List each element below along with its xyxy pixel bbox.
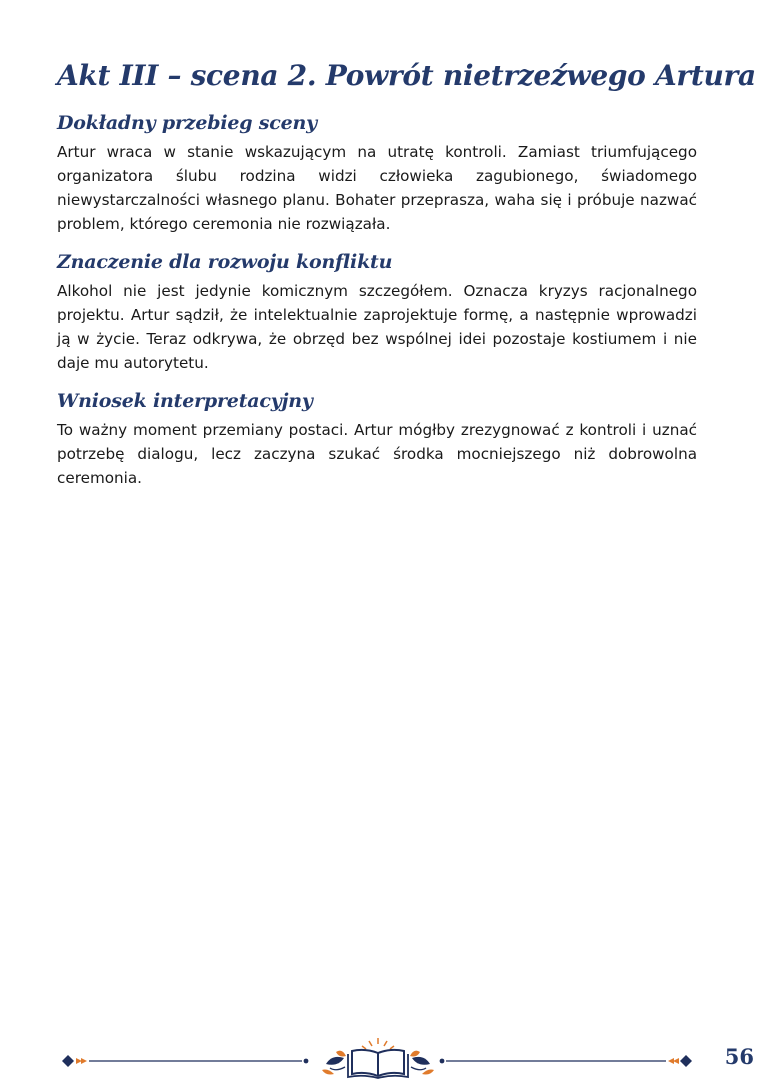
section-conflict-meaning <box>57 249 697 375</box>
open-book-icon <box>322 1038 434 1078</box>
section-heading: Dokładny przebieg sceny <box>57 112 317 134</box>
section-interpretive-conclusion <box>57 388 697 490</box>
page-number: 56 <box>724 1044 754 1069</box>
section-scene-course <box>57 110 697 236</box>
page-title: Akt III – scena 2. Powrót nietrzeźwego Artura <box>57 59 756 92</box>
section-body: Artur wraca w stanie wskazującym na utratę kontroli. Zamiast triumfującego organizatora ślubu rodzina widzi człowieka zagubionego, świadomego niewystarczalności własnego planu. Bohater przeprasza, waha się i próbuje nazwać problem, którego ceremonia nie rozwiązała. <box>57 143 697 233</box>
section-heading: Wniosek interpretacyjny <box>57 390 313 412</box>
section-heading: Znaczenie dla rozwoju konfliktu <box>57 251 393 273</box>
diamond-arrow-icon <box>62 1055 87 1067</box>
footer-ornament <box>60 1034 696 1080</box>
section-body: To ważny moment przemiany postaci. Artur mógłby zrezygnować z kontroli i uznać potrzebę dialogu, lecz zaczyna szukać środka mocniejszego niż dobrowolna ceremonia. <box>57 421 697 487</box>
section-body: Alkohol nie jest jedynie komicznym szczegółem. Oznacza kryzys racjonalnego projektu. Artur sądził, że intelektualnie zaprojektuje formę, a następnie wprowadzi ją w życie. Teraz odkrywa, że obrzęd bez wspólnej idei pozostaje kostiumem i nie daje mu autorytetu. <box>57 282 697 372</box>
diamond-arrow-icon <box>668 1055 692 1067</box>
